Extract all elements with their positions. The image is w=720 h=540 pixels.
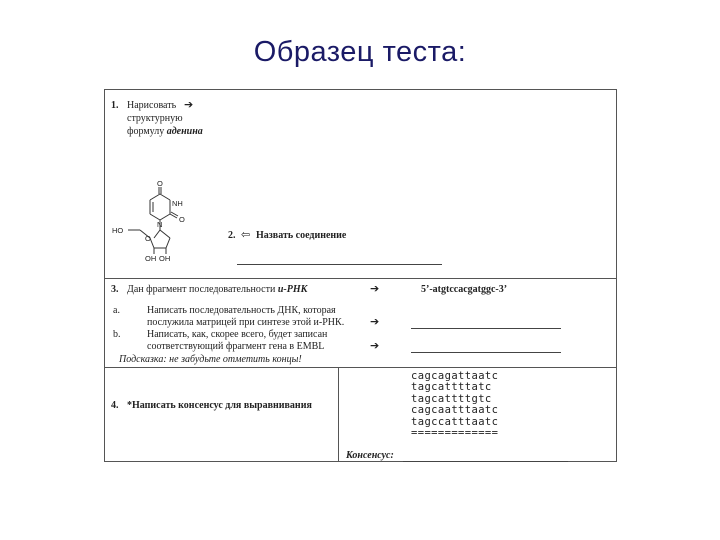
consensus-label: Консенсус:	[346, 450, 394, 461]
column-divider	[338, 367, 339, 462]
test-sheet	[104, 89, 617, 462]
q3-text: Дан фрагмент последовательности и-РНК	[127, 284, 308, 295]
atom-label: OH	[159, 254, 171, 263]
q1-line3: формулу аденина	[127, 126, 203, 137]
nucleoside-structure-icon	[110, 178, 200, 268]
right-arrow-icon: ➔	[370, 339, 380, 352]
answer-line	[403, 461, 568, 462]
alignment-row: tagcattttgtc	[411, 393, 492, 405]
q2-number: 2.	[228, 230, 236, 241]
q1-number: 1.	[111, 100, 119, 111]
divider	[105, 367, 616, 368]
atom-label: O	[157, 179, 163, 188]
slide-title: Образец теста:	[253, 36, 467, 68]
q1-line2: структурную	[127, 113, 183, 124]
q3-b-marker: b.	[113, 329, 121, 340]
alignment-row: cagcagattaatc	[411, 370, 499, 382]
q1-line1: Нарисовать	[127, 100, 177, 111]
atom-label: O	[145, 234, 151, 243]
q3-b-line2: соответствующий фрагмент гена в EMBL	[147, 341, 325, 352]
right-arrow-icon: ➔	[370, 282, 380, 295]
q3-hint: Подсказка: не забудьте отметить концы!	[119, 354, 302, 365]
answer-line	[237, 264, 442, 265]
alignment-row: tagccatttaatc	[411, 416, 499, 428]
right-arrow-icon: ➔	[184, 98, 194, 111]
left-arrow-icon: ⇦	[241, 228, 251, 241]
answer-line	[411, 352, 561, 353]
q4-text: *Написать консенсус для выравнивания	[127, 400, 312, 411]
q3-b-line1: Написать, как, скорее всего, будет записан	[147, 329, 328, 340]
q3-a-line1: Написать последовательность ДНК, которая	[147, 305, 336, 316]
answer-line	[411, 328, 561, 329]
atom-label: NH	[172, 199, 183, 208]
q2-text: Назвать соединение	[256, 230, 347, 241]
atom-label: N	[157, 220, 163, 229]
mrna-sequence: 5’-atgtccacgatggc-3’	[421, 284, 508, 295]
atom-label: HO	[112, 226, 124, 235]
q4-number: 4.	[111, 400, 119, 411]
atom-label: OH	[145, 254, 157, 263]
q3-a-line2: послужила матрицей при синтезе этой и-РНК.	[147, 317, 345, 328]
atom-label: O	[179, 215, 185, 224]
q3-number: 3.	[111, 284, 119, 295]
alignment-row: tagcattttatc	[411, 381, 492, 393]
alignment-row: cagcaatttaatc	[411, 404, 499, 416]
alignment-separator: =============	[411, 427, 499, 439]
divider	[105, 278, 616, 279]
q3-a-marker: a.	[113, 305, 120, 316]
right-arrow-icon: ➔	[370, 315, 380, 328]
